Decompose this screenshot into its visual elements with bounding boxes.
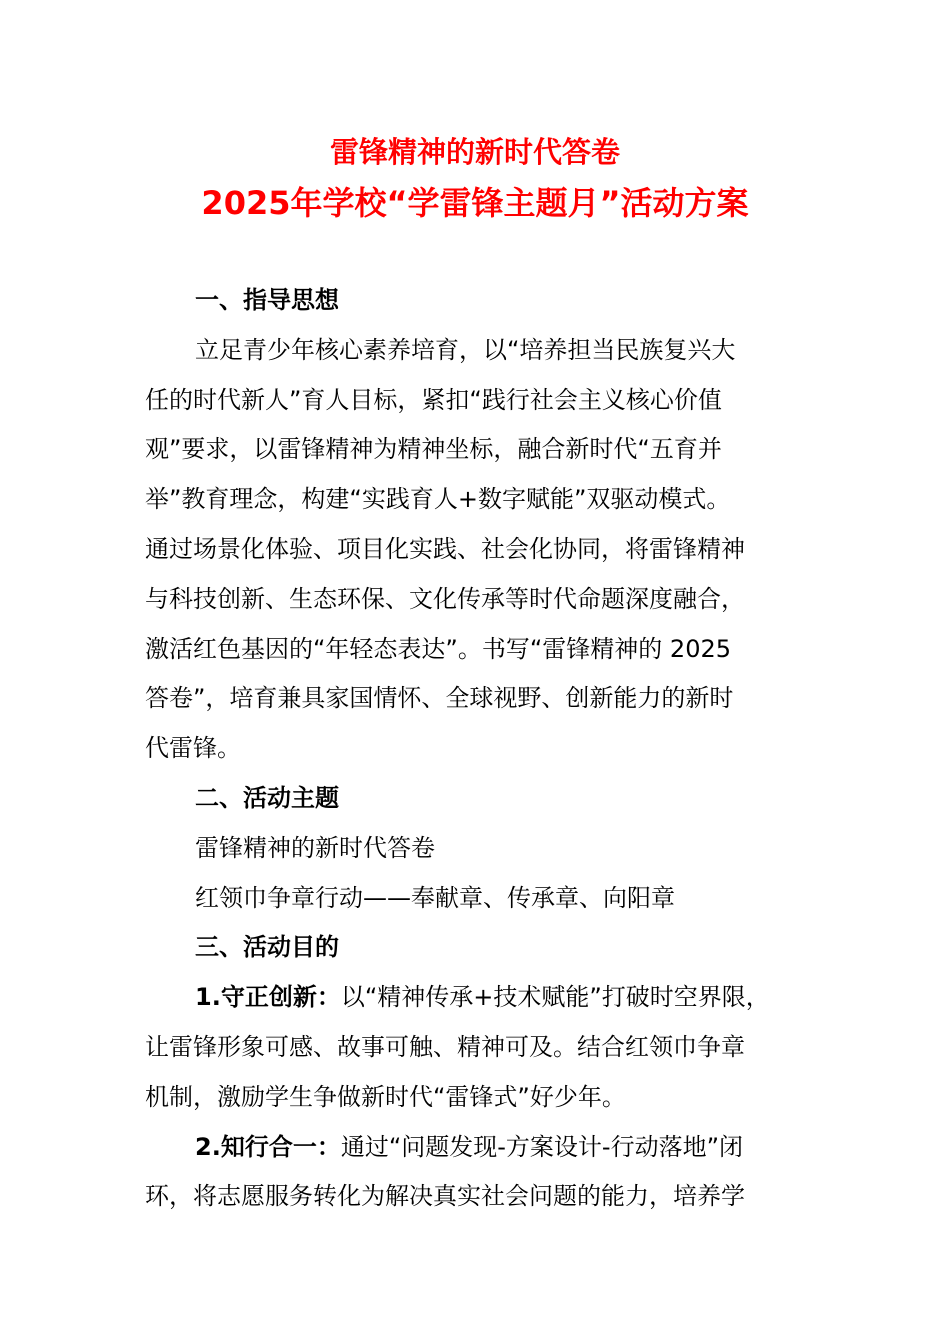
purpose-item-2 — [145, 1123, 815, 1173]
paragraph-line: 立足青少年核心素养培育，以“培养担当民族复兴大 — [195, 335, 736, 364]
theme-line: 雷锋精神的新时代答卷 — [195, 833, 435, 862]
paragraph-line: 任的时代新人”育人目标，紧扣“践行社会主义核心价值 — [145, 385, 722, 414]
paragraph-line: 观”要求，以雷锋精神为精神坐标，融合新时代“五育并 — [145, 435, 722, 464]
purpose-item-text: 以“精神传承+技术赋能”打破时空界限， — [340, 983, 770, 1012]
section-heading-activity-purpose: 三、活动目的 — [195, 933, 339, 962]
section-heading-guiding-ideology: 一、指导思想 — [195, 286, 339, 314]
paragraph-line: 激活红色基因的“年轻态表达”。书写“雷锋精神的 2025 — [145, 634, 732, 663]
document-body — [145, 276, 815, 1222]
section-heading-activity-theme: 二、活动主题 — [195, 783, 339, 812]
paragraph-line: 让雷锋形象可感、故事可触、精神可及。结合红领巾争章 — [145, 1032, 745, 1061]
theme-line: 红领巾争章行动——奉献章、传承章、向阳章 — [195, 883, 675, 912]
paragraph-line: 举”教育理念，构建“实践育人+数字赋能”双驱动模式。 — [145, 485, 731, 514]
paragraph-line: 机制，激励学生争做新时代“雷锋式”好少年。 — [145, 1082, 626, 1111]
paragraph-line: 通过场景化体验、项目化实践、社会化协同，将雷锋精神 — [145, 534, 745, 563]
purpose-item-lead: 1.守正创新： — [195, 983, 341, 1012]
purpose-item-1 — [145, 973, 815, 1023]
paragraph-line: 答卷”，培育兼具家国情怀、全球视野、创新能力的新时 — [145, 684, 734, 713]
paragraph-line: 与科技创新、生态环保、文化传承等时代命题深度融合， — [145, 584, 745, 613]
paragraph-line: 代雷锋。 — [145, 734, 241, 763]
document-title: 雷锋精神的新时代答卷 — [329, 135, 620, 169]
document-subtitle: 2025年学校“学雷锋主题月”活动方案 — [201, 184, 749, 222]
purpose-item-lead: 2.知行合一： — [195, 1132, 341, 1161]
purpose-item-text: 通过“问题发现-方案设计-行动落地”闭 — [340, 1132, 744, 1161]
paragraph-line: 环，将志愿服务转化为解决真实社会问题的能力，培养学 — [145, 1182, 745, 1211]
